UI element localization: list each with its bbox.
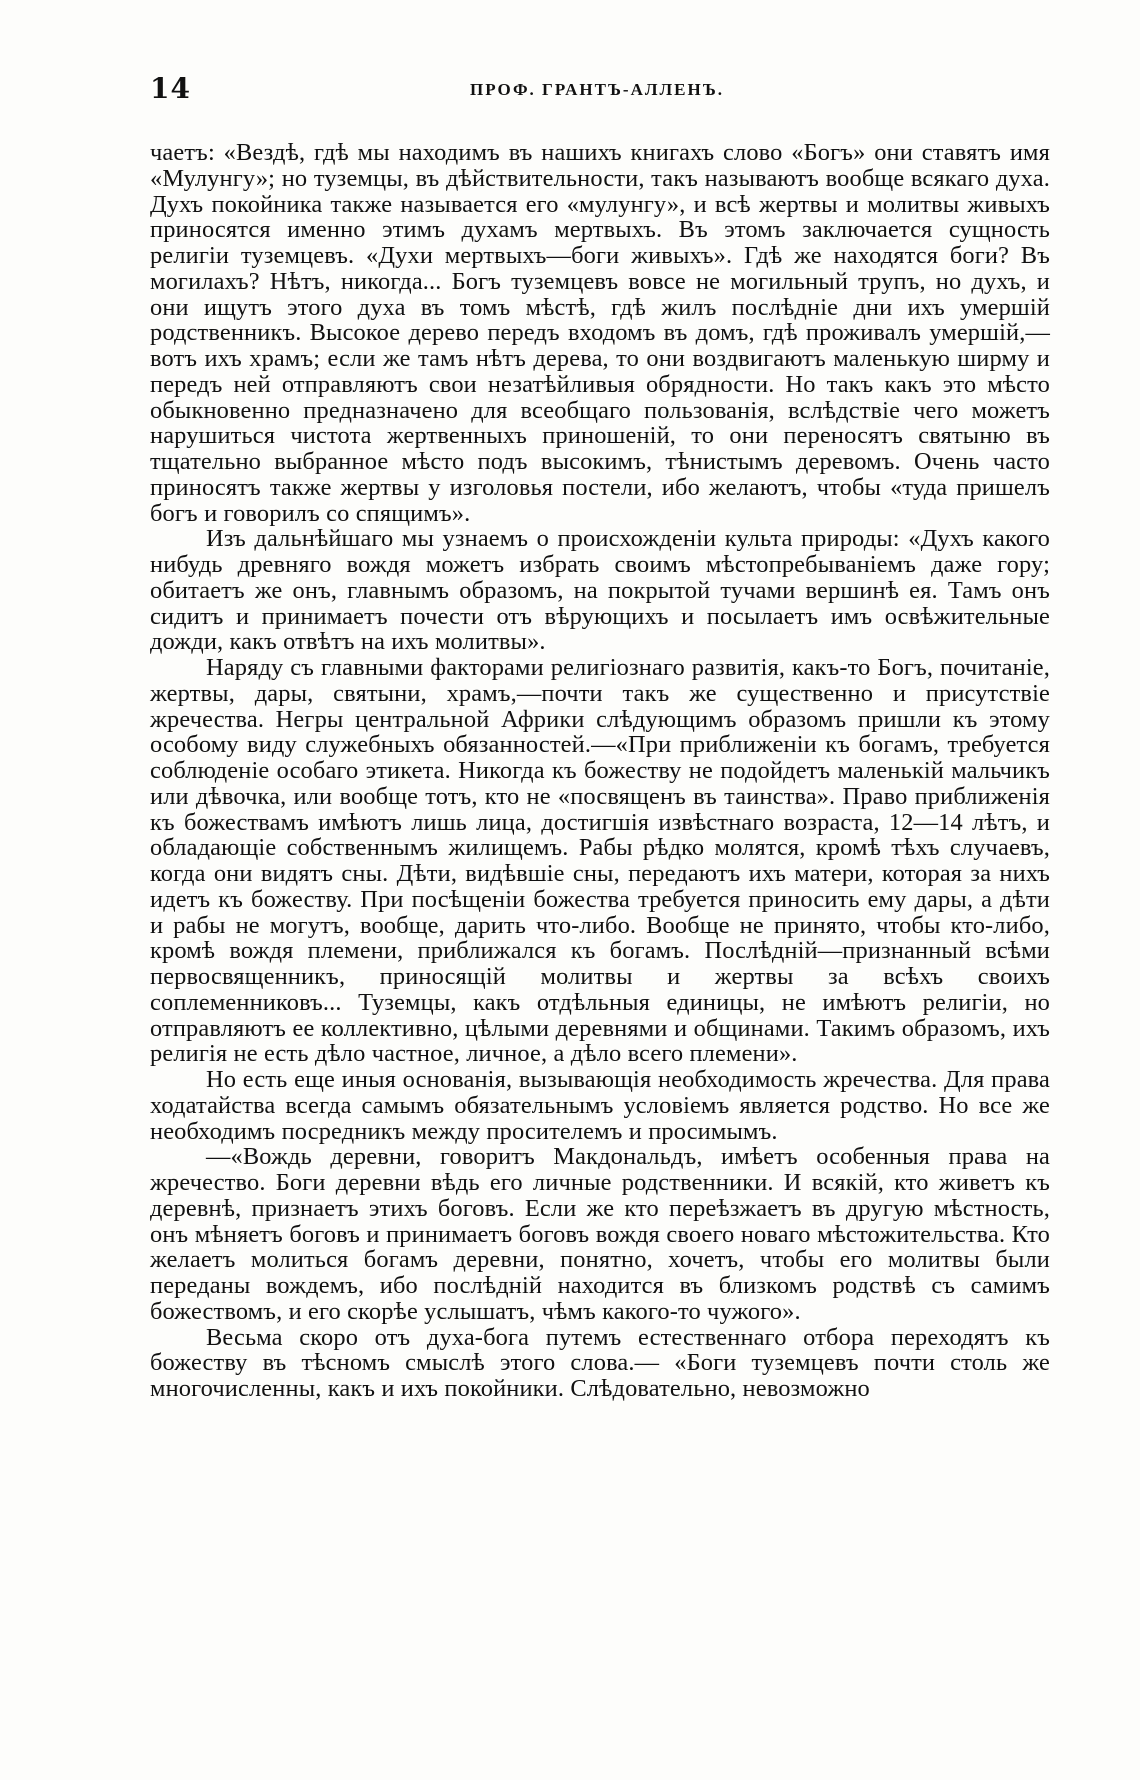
paragraph: Наряду съ главными факторами религіознаго развитія, какъ-то Богъ, почитаніе, жертвы, дары, святыни, храмъ,—почти такъ же существенно и присутствіе жречества. Негры центральной Африки слѣдующимъ образомъ пришли къ этому особому виду служебныхъ обязанностей.—«При приближеніи къ богамъ, требуется соблюденіе особаго этикета. Никогда къ божеству не подойдетъ маленькій мальчикъ или дѣвочка, или вообще тотъ, кто не «посвященъ въ таинства». Право приближенія къ божествамъ имѣютъ лишь лица, достигшія извѣстнаго возраста, 12—14 лѣтъ, и обладающіе собственнымъ жилищемъ. Рабы рѣдко молятся, кромѣ тѣхъ случаевъ, когда они видятъ сны. Дѣти, видѣвшіе сны, передаютъ ихъ матери, которая за нихъ идетъ къ божеству. При посѣщеніи божества требуется приносить ему дары, а дѣти и рабы не могутъ, вообще, дарить что-либо. Вообще не принято, чтобы кто-либо, кромѣ вождя племени, приближался къ богамъ. Послѣдній—признанный всѣми первосвященникъ, приносящій молитвы и жертвы за всѣхъ своихъ соплеменниковъ... Туземцы, какъ отдѣльныя единицы, не имѣютъ религіи, но отправляютъ ее коллективно, цѣлыми деревнями и общинами. Такимъ образомъ, ихъ религія не есть дѣло частное, личное, а дѣло всего племени». <box>150 654 1050 1068</box>
page-header <box>150 72 1050 112</box>
page-number: 14 <box>150 72 191 105</box>
running-head: ПРОФ. ГРАНТЪ-АЛЛЕНЪ. <box>470 80 725 99</box>
paragraph: Весьма скоро отъ духа-бога путемъ естественнаго отбора переходятъ къ божеству въ тѣсномъ смыслѣ этого слова.— «Боги туземцевъ почти столь же многочисленны, какъ и ихъ покойники. Слѣдовательно, невозможно <box>150 1323 1050 1402</box>
paragraph: Изъ дальнѣйшаго мы узнаемъ о происхожденіи культа природы: «Духъ какого нибудь древняго вождя можетъ избрать своимъ мѣстопребываніемъ даже гору; обитаетъ же онъ, главнымъ образомъ, на покрытой тучами вершинѣ ея. Тамъ онъ сидитъ и принимаетъ почести отъ вѣрующихъ и посылаетъ имъ освѣжительные дожди, какъ отвѣтъ на ихъ молитвы». <box>150 525 1050 656</box>
paragraph: Но есть еще иныя основанія, вызывающія необходимость жречества. Для права ходатайства всегда самымъ обязательнымъ условіемъ является родство. Но все же необходимъ посредникъ между просителемъ и просимымъ. <box>150 1066 1050 1145</box>
paragraph-continuation: чаетъ: «Вездѣ, гдѣ мы находимъ въ нашихъ книгахъ слово «Богъ» они ставятъ имя «Мулунгу»; но туземцы, въ дѣйствительности, такъ называютъ вообще всякаго духа. Духъ покойника также называется его «мулунгу», и всѣ жертвы и молитвы живыхъ приносятся именно этимъ духамъ мертвыхъ. Въ этомъ заключается сущность религіи туземцевъ. «Духи мертвыхъ—боги живыхъ». Гдѣ же находятся боги? Въ могилахъ? Нѣтъ, никогда... Богъ туземцевъ вовсе не могильный трупъ, но духъ, и они ищутъ этого духа въ томъ мѣстѣ, гдѣ жилъ послѣдніе дни ихъ умершій родственникъ. Высокое дерево передъ входомъ въ домъ, гдѣ проживалъ умершій,—вотъ ихъ храмъ; если же тамъ нѣтъ дерева, то они воздвигаютъ маленькую ширму и передъ ней отправляютъ свои незатѣйливыя обрядности. Но такъ какъ это мѣсто обыкновенно предназначено для всеобщаго пользованія, вслѣдствіе чего можетъ нарушиться чистота жертвенныхъ приношеній, то они переносятъ святыню въ тщательно выбранное мѣсто подъ высокимъ, тѣнистымъ деревомъ. Очень часто приносятъ также жертвы у изголовья постели, ибо желаютъ, чтобы «туда пришелъ богъ и говорилъ со спящимъ». <box>150 139 1050 527</box>
paragraph-quote: —«Вождь деревни, говоритъ Макдональдъ, имѣетъ особенныя права на жречество. Боги деревни вѣдь его личные родственники. И всякій, кто живетъ къ деревнѣ, признаетъ этихъ боговъ. Если же кто переѣзжаетъ въ другую мѣстность, онъ мѣняетъ боговъ и принимаетъ боговъ вождя своего новаго мѣстожительства. Кто желаетъ молиться богамъ деревни, понятно, хочетъ, чтобы его молитвы были переданы вождемъ, ибо послѣдній находится въ близкомъ родствѣ съ самимъ божествомъ, и его скорѣе услышатъ, чѣмъ какого-то чужого». <box>150 1143 1050 1325</box>
body-text <box>150 140 1050 1402</box>
